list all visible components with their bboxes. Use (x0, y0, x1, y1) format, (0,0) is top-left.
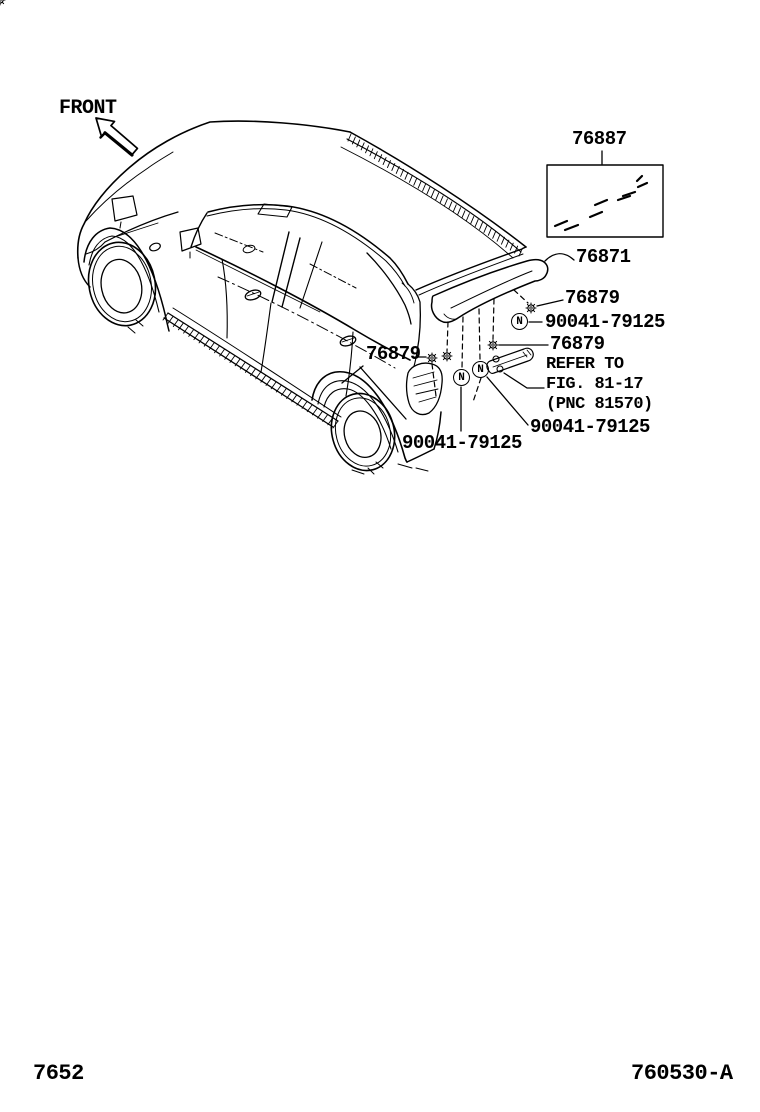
nut-marker-upper (511, 313, 528, 330)
tape-box (547, 165, 663, 237)
figure-number: 7652 (33, 1061, 84, 1086)
spoiler-drawing (432, 260, 548, 323)
part-label-90041-79125-upper-right: 90041-79125 (545, 311, 665, 333)
nut-marker-letter: N (477, 363, 484, 376)
front-arrow-icon (96, 118, 137, 155)
part-label-90041-79125-bottom: 90041-79125 (402, 432, 522, 454)
car-body-drawing (78, 121, 526, 478)
refer-note (546, 355, 653, 415)
part-label-76879-left: 76879 (366, 343, 421, 365)
nut-marker-mid (472, 361, 489, 378)
drawing-number: 760530-A (631, 1061, 733, 1086)
taillight (407, 363, 443, 414)
spoiler-mount-leaders (432, 290, 528, 402)
part-label-90041-79125-mid-right: 90041-79125 (530, 416, 650, 438)
bracket-81570 (487, 348, 533, 373)
refer-note-line1: REFER TO (546, 355, 624, 374)
part-label-76887: 76887 (572, 128, 627, 150)
refer-note-line3: (PNC 81570) (546, 395, 653, 414)
nut-marker-letter: N (516, 315, 523, 328)
refer-note-line2: FIG. 81-17 (546, 375, 644, 394)
roof-drip-hatch (348, 134, 522, 256)
clip-fasteners (0, 0, 536, 363)
nut-marker-bottom (453, 369, 470, 386)
front-direction-label: FRONT (59, 97, 117, 120)
part-label-76879-mid-right: 76879 (550, 333, 605, 355)
nut-marker-letter: N (458, 371, 465, 384)
part-label-76879-upper-right: 76879 (565, 287, 620, 309)
rocker-hatch (163, 313, 338, 428)
part-label-76871: 76871 (576, 246, 631, 268)
